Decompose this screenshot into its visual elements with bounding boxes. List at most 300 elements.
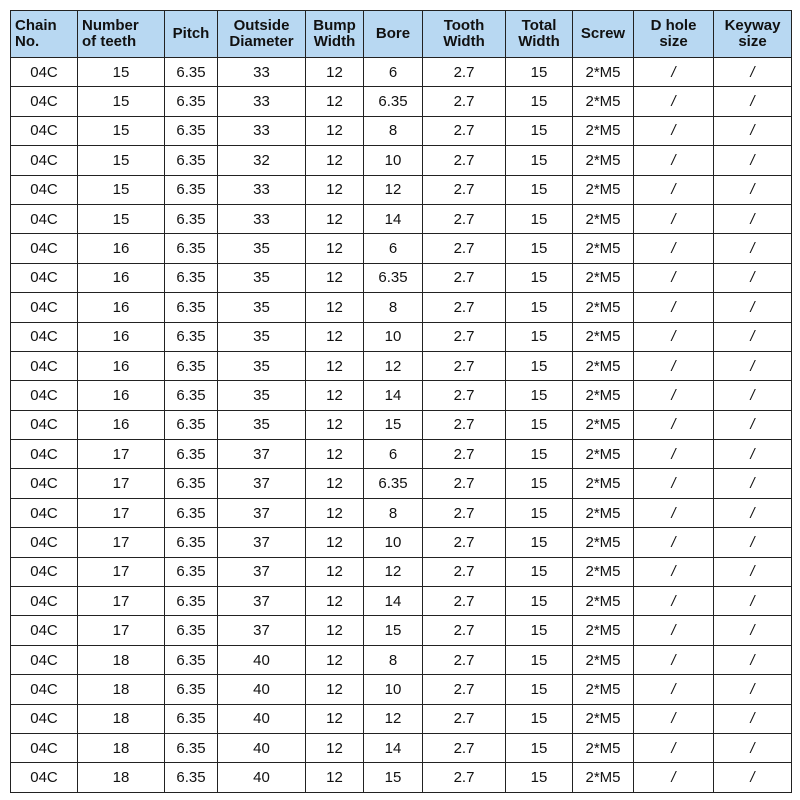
cell-chain-no: 04C: [11, 469, 78, 498]
cell-total-width: 15: [506, 293, 573, 322]
cell-number-of-teeth: 17: [78, 557, 165, 586]
cell-number-of-teeth: 16: [78, 381, 165, 410]
cell-number-of-teeth: 15: [78, 87, 165, 116]
cell-total-width: 15: [506, 263, 573, 292]
cell-total-width: 15: [506, 440, 573, 469]
header-bump-width: Bump Width: [306, 11, 364, 58]
cell-bump-width: 12: [306, 733, 364, 762]
cell-outside-diameter: 37: [218, 528, 306, 557]
table-row: [11, 293, 792, 322]
table-body: [11, 58, 792, 793]
cell-screw: 2*M5: [573, 234, 634, 263]
table-row: [11, 763, 792, 792]
cell-tooth-width: 2.7: [423, 733, 506, 762]
cell-chain-no: 04C: [11, 763, 78, 792]
cell-bump-width: 12: [306, 175, 364, 204]
header-tooth-width: Tooth Width: [423, 11, 506, 58]
cell-pitch: 6.35: [165, 645, 218, 674]
cell-d-hole-size: /: [634, 557, 714, 586]
cell-chain-no: 04C: [11, 557, 78, 586]
cell-tooth-width: 2.7: [423, 322, 506, 351]
cell-bore: 8: [364, 645, 423, 674]
cell-outside-diameter: 40: [218, 675, 306, 704]
cell-pitch: 6.35: [165, 351, 218, 380]
cell-pitch: 6.35: [165, 146, 218, 175]
cell-pitch: 6.35: [165, 528, 218, 557]
cell-bump-width: 12: [306, 263, 364, 292]
cell-keyway-size: /: [714, 675, 792, 704]
cell-keyway-size: /: [714, 322, 792, 351]
cell-screw: 2*M5: [573, 469, 634, 498]
cell-pitch: 6.35: [165, 381, 218, 410]
cell-outside-diameter: 40: [218, 733, 306, 762]
cell-bore: 6: [364, 58, 423, 87]
cell-outside-diameter: 33: [218, 175, 306, 204]
table-row: [11, 234, 792, 263]
cell-bump-width: 12: [306, 469, 364, 498]
cell-screw: 2*M5: [573, 263, 634, 292]
cell-keyway-size: /: [714, 587, 792, 616]
cell-total-width: 15: [506, 587, 573, 616]
cell-bump-width: 12: [306, 322, 364, 351]
cell-total-width: 15: [506, 322, 573, 351]
cell-keyway-size: /: [714, 204, 792, 233]
cell-chain-no: 04C: [11, 116, 78, 145]
header-outside-diameter: Outside Diameter: [218, 11, 306, 58]
cell-screw: 2*M5: [573, 763, 634, 792]
table-row: [11, 469, 792, 498]
cell-number-of-teeth: 15: [78, 58, 165, 87]
cell-bump-width: 12: [306, 410, 364, 439]
cell-number-of-teeth: 17: [78, 528, 165, 557]
cell-number-of-teeth: 16: [78, 410, 165, 439]
cell-bump-width: 12: [306, 293, 364, 322]
cell-d-hole-size: /: [634, 381, 714, 410]
cell-total-width: 15: [506, 410, 573, 439]
cell-total-width: 15: [506, 58, 573, 87]
table-row: [11, 675, 792, 704]
cell-chain-no: 04C: [11, 675, 78, 704]
table-row: [11, 704, 792, 733]
cell-pitch: 6.35: [165, 322, 218, 351]
cell-tooth-width: 2.7: [423, 587, 506, 616]
cell-number-of-teeth: 17: [78, 587, 165, 616]
cell-d-hole-size: /: [634, 675, 714, 704]
cell-bore: 12: [364, 351, 423, 380]
cell-chain-no: 04C: [11, 528, 78, 557]
cell-bore: 8: [364, 498, 423, 527]
cell-bore: 10: [364, 675, 423, 704]
cell-number-of-teeth: 15: [78, 204, 165, 233]
table-row: [11, 146, 792, 175]
cell-d-hole-size: /: [634, 528, 714, 557]
cell-chain-no: 04C: [11, 616, 78, 645]
cell-keyway-size: /: [714, 175, 792, 204]
header-bore: Bore: [364, 11, 423, 58]
sprocket-spec-table: [10, 10, 792, 793]
cell-outside-diameter: 35: [218, 322, 306, 351]
header-number-of-teeth: Number of teeth: [78, 11, 165, 58]
cell-screw: 2*M5: [573, 146, 634, 175]
cell-outside-diameter: 33: [218, 87, 306, 116]
cell-chain-no: 04C: [11, 587, 78, 616]
cell-d-hole-size: /: [634, 293, 714, 322]
cell-screw: 2*M5: [573, 645, 634, 674]
cell-pitch: 6.35: [165, 557, 218, 586]
cell-screw: 2*M5: [573, 58, 634, 87]
cell-bore: 8: [364, 293, 423, 322]
cell-tooth-width: 2.7: [423, 351, 506, 380]
cell-chain-no: 04C: [11, 87, 78, 116]
cell-bore: 6: [364, 234, 423, 263]
cell-chain-no: 04C: [11, 440, 78, 469]
table-row: [11, 322, 792, 351]
cell-total-width: 15: [506, 116, 573, 145]
cell-total-width: 15: [506, 763, 573, 792]
cell-number-of-teeth: 16: [78, 263, 165, 292]
cell-bump-width: 12: [306, 58, 364, 87]
cell-tooth-width: 2.7: [423, 410, 506, 439]
cell-keyway-size: /: [714, 410, 792, 439]
cell-keyway-size: /: [714, 87, 792, 116]
cell-pitch: 6.35: [165, 175, 218, 204]
cell-bump-width: 12: [306, 704, 364, 733]
cell-number-of-teeth: 15: [78, 116, 165, 145]
cell-total-width: 15: [506, 528, 573, 557]
cell-bore: 12: [364, 704, 423, 733]
cell-pitch: 6.35: [165, 234, 218, 263]
cell-chain-no: 04C: [11, 175, 78, 204]
cell-screw: 2*M5: [573, 116, 634, 145]
cell-pitch: 6.35: [165, 498, 218, 527]
header-d-hole-size: D hole size: [634, 11, 714, 58]
cell-bore: 15: [364, 410, 423, 439]
cell-bore: 8: [364, 116, 423, 145]
cell-chain-no: 04C: [11, 704, 78, 733]
header-chain-no: Chain No.: [11, 11, 78, 58]
cell-bore: 10: [364, 146, 423, 175]
cell-outside-diameter: 35: [218, 351, 306, 380]
cell-bump-width: 12: [306, 351, 364, 380]
cell-pitch: 6.35: [165, 293, 218, 322]
cell-pitch: 6.35: [165, 263, 218, 292]
cell-d-hole-size: /: [634, 263, 714, 292]
cell-bump-width: 12: [306, 234, 364, 263]
cell-keyway-size: /: [714, 469, 792, 498]
cell-d-hole-size: /: [634, 733, 714, 762]
cell-outside-diameter: 37: [218, 498, 306, 527]
cell-bump-width: 12: [306, 528, 364, 557]
cell-bore: 6.35: [364, 87, 423, 116]
cell-d-hole-size: /: [634, 440, 714, 469]
table-row: [11, 645, 792, 674]
cell-chain-no: 04C: [11, 498, 78, 527]
cell-outside-diameter: 35: [218, 410, 306, 439]
cell-bump-width: 12: [306, 557, 364, 586]
cell-total-width: 15: [506, 234, 573, 263]
cell-outside-diameter: 40: [218, 704, 306, 733]
cell-number-of-teeth: 17: [78, 440, 165, 469]
cell-number-of-teeth: 16: [78, 293, 165, 322]
table-row: [11, 557, 792, 586]
cell-d-hole-size: /: [634, 498, 714, 527]
table-row: [11, 410, 792, 439]
table-row: [11, 204, 792, 233]
cell-pitch: 6.35: [165, 87, 218, 116]
cell-screw: 2*M5: [573, 616, 634, 645]
cell-total-width: 15: [506, 498, 573, 527]
cell-d-hole-size: /: [634, 87, 714, 116]
cell-outside-diameter: 33: [218, 116, 306, 145]
cell-bump-width: 12: [306, 675, 364, 704]
cell-total-width: 15: [506, 469, 573, 498]
cell-pitch: 6.35: [165, 704, 218, 733]
cell-d-hole-size: /: [634, 645, 714, 674]
cell-keyway-size: /: [714, 733, 792, 762]
cell-bore: 15: [364, 763, 423, 792]
table-row: [11, 733, 792, 762]
cell-d-hole-size: /: [634, 587, 714, 616]
cell-tooth-width: 2.7: [423, 528, 506, 557]
cell-bump-width: 12: [306, 146, 364, 175]
header-keyway-size: Keyway size: [714, 11, 792, 58]
cell-number-of-teeth: 16: [78, 322, 165, 351]
cell-number-of-teeth: 18: [78, 675, 165, 704]
cell-tooth-width: 2.7: [423, 675, 506, 704]
cell-keyway-size: /: [714, 351, 792, 380]
cell-bore: 14: [364, 381, 423, 410]
cell-tooth-width: 2.7: [423, 87, 506, 116]
cell-keyway-size: /: [714, 704, 792, 733]
table-row: [11, 528, 792, 557]
cell-tooth-width: 2.7: [423, 58, 506, 87]
cell-outside-diameter: 40: [218, 645, 306, 674]
cell-bore: 12: [364, 175, 423, 204]
cell-screw: 2*M5: [573, 557, 634, 586]
table-row: [11, 175, 792, 204]
cell-number-of-teeth: 18: [78, 645, 165, 674]
table-row: [11, 587, 792, 616]
cell-tooth-width: 2.7: [423, 763, 506, 792]
cell-bore: 14: [364, 204, 423, 233]
cell-number-of-teeth: 17: [78, 469, 165, 498]
table-row: [11, 58, 792, 87]
cell-bump-width: 12: [306, 204, 364, 233]
cell-bump-width: 12: [306, 381, 364, 410]
header-pitch: Pitch: [165, 11, 218, 58]
cell-keyway-size: /: [714, 116, 792, 145]
cell-screw: 2*M5: [573, 440, 634, 469]
table-row: [11, 351, 792, 380]
cell-total-width: 15: [506, 175, 573, 204]
cell-tooth-width: 2.7: [423, 146, 506, 175]
cell-tooth-width: 2.7: [423, 440, 506, 469]
cell-chain-no: 04C: [11, 381, 78, 410]
cell-d-hole-size: /: [634, 175, 714, 204]
cell-d-hole-size: /: [634, 616, 714, 645]
cell-outside-diameter: 35: [218, 293, 306, 322]
cell-screw: 2*M5: [573, 704, 634, 733]
cell-outside-diameter: 37: [218, 616, 306, 645]
table-row: [11, 381, 792, 410]
cell-outside-diameter: 37: [218, 557, 306, 586]
cell-bore: 14: [364, 587, 423, 616]
cell-d-hole-size: /: [634, 704, 714, 733]
cell-keyway-size: /: [714, 528, 792, 557]
cell-bump-width: 12: [306, 763, 364, 792]
cell-pitch: 6.35: [165, 675, 218, 704]
cell-keyway-size: /: [714, 763, 792, 792]
cell-bore: 6.35: [364, 263, 423, 292]
cell-tooth-width: 2.7: [423, 381, 506, 410]
cell-total-width: 15: [506, 381, 573, 410]
cell-screw: 2*M5: [573, 528, 634, 557]
cell-pitch: 6.35: [165, 204, 218, 233]
table-row: [11, 440, 792, 469]
cell-screw: 2*M5: [573, 733, 634, 762]
cell-chain-no: 04C: [11, 410, 78, 439]
cell-pitch: 6.35: [165, 58, 218, 87]
cell-keyway-size: /: [714, 263, 792, 292]
cell-d-hole-size: /: [634, 234, 714, 263]
cell-outside-diameter: 35: [218, 381, 306, 410]
cell-tooth-width: 2.7: [423, 469, 506, 498]
cell-keyway-size: /: [714, 381, 792, 410]
cell-bore: 10: [364, 322, 423, 351]
cell-outside-diameter: 35: [218, 234, 306, 263]
cell-chain-no: 04C: [11, 234, 78, 263]
cell-d-hole-size: /: [634, 469, 714, 498]
cell-keyway-size: /: [714, 498, 792, 527]
cell-d-hole-size: /: [634, 351, 714, 380]
cell-tooth-width: 2.7: [423, 704, 506, 733]
cell-d-hole-size: /: [634, 322, 714, 351]
cell-bump-width: 12: [306, 645, 364, 674]
cell-bump-width: 12: [306, 498, 364, 527]
header-row: [11, 11, 792, 58]
cell-chain-no: 04C: [11, 645, 78, 674]
cell-pitch: 6.35: [165, 440, 218, 469]
cell-pitch: 6.35: [165, 616, 218, 645]
cell-bump-width: 12: [306, 587, 364, 616]
cell-number-of-teeth: 17: [78, 498, 165, 527]
cell-screw: 2*M5: [573, 87, 634, 116]
cell-chain-no: 04C: [11, 204, 78, 233]
cell-tooth-width: 2.7: [423, 263, 506, 292]
cell-total-width: 15: [506, 146, 573, 175]
cell-number-of-teeth: 18: [78, 704, 165, 733]
cell-chain-no: 04C: [11, 293, 78, 322]
cell-number-of-teeth: 18: [78, 733, 165, 762]
cell-bore: 15: [364, 616, 423, 645]
cell-keyway-size: /: [714, 58, 792, 87]
cell-outside-diameter: 40: [218, 763, 306, 792]
cell-screw: 2*M5: [573, 381, 634, 410]
cell-number-of-teeth: 18: [78, 763, 165, 792]
cell-keyway-size: /: [714, 645, 792, 674]
cell-total-width: 15: [506, 733, 573, 762]
cell-total-width: 15: [506, 557, 573, 586]
cell-d-hole-size: /: [634, 763, 714, 792]
cell-d-hole-size: /: [634, 410, 714, 439]
cell-chain-no: 04C: [11, 146, 78, 175]
header-screw: Screw: [573, 11, 634, 58]
cell-chain-no: 04C: [11, 263, 78, 292]
cell-screw: 2*M5: [573, 293, 634, 322]
table-row: [11, 616, 792, 645]
cell-keyway-size: /: [714, 557, 792, 586]
cell-number-of-teeth: 16: [78, 234, 165, 263]
cell-pitch: 6.35: [165, 763, 218, 792]
cell-screw: 2*M5: [573, 587, 634, 616]
cell-bore: 14: [364, 733, 423, 762]
cell-outside-diameter: 33: [218, 58, 306, 87]
table-row: [11, 498, 792, 527]
cell-chain-no: 04C: [11, 58, 78, 87]
cell-tooth-width: 2.7: [423, 175, 506, 204]
cell-pitch: 6.35: [165, 733, 218, 762]
cell-d-hole-size: /: [634, 204, 714, 233]
cell-outside-diameter: 35: [218, 263, 306, 292]
cell-total-width: 15: [506, 645, 573, 674]
cell-tooth-width: 2.7: [423, 616, 506, 645]
cell-total-width: 15: [506, 87, 573, 116]
cell-screw: 2*M5: [573, 351, 634, 380]
table-row: [11, 263, 792, 292]
cell-pitch: 6.35: [165, 469, 218, 498]
cell-screw: 2*M5: [573, 498, 634, 527]
cell-screw: 2*M5: [573, 204, 634, 233]
cell-keyway-size: /: [714, 234, 792, 263]
cell-bump-width: 12: [306, 87, 364, 116]
cell-outside-diameter: 37: [218, 469, 306, 498]
cell-tooth-width: 2.7: [423, 645, 506, 674]
cell-outside-diameter: 37: [218, 587, 306, 616]
cell-keyway-size: /: [714, 616, 792, 645]
cell-chain-no: 04C: [11, 351, 78, 380]
cell-chain-no: 04C: [11, 322, 78, 351]
cell-tooth-width: 2.7: [423, 293, 506, 322]
cell-bore: 10: [364, 528, 423, 557]
cell-tooth-width: 2.7: [423, 204, 506, 233]
cell-outside-diameter: 32: [218, 146, 306, 175]
cell-bore: 12: [364, 557, 423, 586]
cell-d-hole-size: /: [634, 116, 714, 145]
cell-bore: 6: [364, 440, 423, 469]
table-row: [11, 87, 792, 116]
cell-tooth-width: 2.7: [423, 498, 506, 527]
cell-bump-width: 12: [306, 440, 364, 469]
cell-d-hole-size: /: [634, 58, 714, 87]
cell-total-width: 15: [506, 616, 573, 645]
cell-screw: 2*M5: [573, 322, 634, 351]
cell-bump-width: 12: [306, 616, 364, 645]
cell-pitch: 6.35: [165, 116, 218, 145]
cell-number-of-teeth: 15: [78, 175, 165, 204]
cell-outside-diameter: 37: [218, 440, 306, 469]
cell-total-width: 15: [506, 675, 573, 704]
cell-screw: 2*M5: [573, 675, 634, 704]
cell-screw: 2*M5: [573, 410, 634, 439]
cell-tooth-width: 2.7: [423, 116, 506, 145]
cell-keyway-size: /: [714, 293, 792, 322]
cell-total-width: 15: [506, 704, 573, 733]
cell-keyway-size: /: [714, 440, 792, 469]
cell-tooth-width: 2.7: [423, 234, 506, 263]
cell-pitch: 6.35: [165, 587, 218, 616]
header-total-width: Total Width: [506, 11, 573, 58]
cell-total-width: 15: [506, 204, 573, 233]
